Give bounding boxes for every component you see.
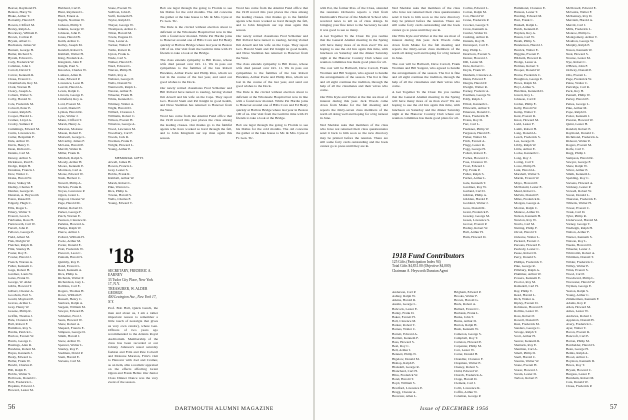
article-paragraph: Our Ellis Kyle and Walter at the Inn are most of interest during this year. Jack Woods came down from Maine for the fall meeting and reports the thirty-seven class members of the north all doing well and hoping for a big turnout in June. [392,34,460,60]
left-name-column-2: Hubbard, Carl P. Hunt, Raymond L. Hurd, Ernest A. Ingalls, Norman W. Jackson, Philip T. Jenkins, George W. Johnson, John E. Jones, Harold B. Keith, Arthur C. Kelley, Joseph M. Kendall, Robert S. Kimball, Walter H. King, Frederick A. Kingdom, John F. Knight, Paul S. Knowles, Charles W. Lamson, Allen D. Lane, Edward P. Lawrence, Leon H. Leavitt, Harold A. Lewis, Ralph C. Lincoln, George E. Littlefield, Roy A. Lord, Everett M. Lovell, Daniel F. Lyman, Harold R. Lyne, Walter J. Mann, Clifford T. Marsh, Henry A. Marston, Moirene Mason, Robert E. Maxwell, George L. McCarthy, James F. McLane, Harold P. Merrill, Walter R. Miller, Frank D. Mitchell, Ralph S. Moody, Arthur H. Moore, Kenneth E. Morrison, Carl A. Morse, Edward W. Nash, Herbert C. Newell, Philip A. Nichols, Frank R. Noyes, Lawrence P. Ogren, Grant L. Osgood, Chester W. Page, Harold M. Palmer, Robert D. Parker, George F. Patch, Warren E. Pearson, Clarence R. Perkins, Howard A. Phelps, Ralph W. Pierce, Arthur J. Pollard, William H. Poole, Arthur M. Porter, Donald E. Pratt, Frederick W. Prescott, Leon C. Putnam, Harold S. Quimby, Roy E. Rand, Everett L. Reed, Kenneth A. Rice, Philip G. Richards, Walter P. Richardson, Guy L. Robbins, Carl E. Rogers, Thomas H. Rowe, William F. Russell, Henry C. Sanborn, Ralph A. Sargent, William M. Sawyer, Edward B. Schlemer, Fred J. Sears, Howard W. Shaw, Robert A. Shepard, Francis E. Simpson, George D. Smith, Harold J. Snow, Arthur W. Spencer, Walter L. Stanley, Roy F. Stedman, David P. Stem, Harold E. Stevens, Carl M. [58,6,87,364]
article-paragraph: The Dale is the circled without election about to deficient at the Wholesale Hospital but now in line with a found new monied. While Pat Hardie joins to Hanover around one of Hills Cove and Ed Healy quickly at Hallow Bridge where last year in Boston 100 of us. Our visit from the Guild in time with 25 friends to take a look at the Bridge. [236,90,308,121]
article-paragraph: Ned Sheldon asks that members of the class who have not returned their class questionnaire send it back to him soon so the new directory may be printed before the reunion. There are still some forty cards outstanding and the book cannot go to press until they are in. [320,122,388,149]
class-1918-column [108,244,158,398]
article-paragraph: Ned Sheldon asks that members of the class who have not returned their class questionnaire send it back to him soon so the new directory may be printed before the reunion. There are still some forty cards outstanding and the book cannot go to press until they are in. [392,6,460,32]
article-paragraph: Word has come from the Alumni Fund office that the 1918 record this year places the class among the leading classes. Our thanks go to the faithful agents who have worked so hard through the fall, and to John Kingdom our top man again this season. [236,6,308,32]
article-paragraph: Word has come from the Alumni Fund office that the 1918 record this year places the class among the leading classes. Our thanks go to the faithful agents who have worked so hard through the fall, and to John Kingdom our top man again this season. [160,113,232,140]
right-name-column-3: McDowell, Edward E. McGuire, Walter F. McKenney, Roy D. Merriam, Harold A. Merritt, Carl J. Mills, Frederick L. Monroe, Philip G. Montgomery, Arthur T. Moulton, George W. Murphy, Ralph E. Nason, Kenneth W. Neal, Howard S. Nourse, Lester M. Nye, Robert C. O'Brien, John F. Ordway, Donald P. Otis, Everett L. Page, Frederick W. Paine, Walter C. Partridge, Carl R. Peck, Roy H. Pennell, Philip W. Perley, Harold E. Pettee, George L. Pike, Arthur M. Pope, Ralph D. Potter, Kenneth J. Preston, Howard W. Quint, Lester H. Randall, Robert E. Raymond, Donald C. Richmond, Frederick A. Rideout, Walter P. Rogers, Everett M. Rolfe, Carl T. Rugg, Philip J. Sampson, Harold R. Sawyer, George F. Shaw, Ralph W. Silver, Arthur E. Smith, Kenneth L. Spalding, Roy C. Stevens, Howard A. Stickney, Lester P. Stowell, Robert W. Sweet, Donald L. Thurston, Frederick E. Tibbetts, Walter H. Tower, Everett C. Trask, Carl D. Tyler, Philip R. Underwood, Harold M. Varney, George T. Wadleigh, Ralph H. Walton, Arthur F. Warner, Kenneth S. Watson, Roy L. Weeks, Howard D. Wheeler, Lester J. Whitcomb, Robert A. Whitman, Donald T. Wilder, Frederick C. Willey, Walter E. Winn, Everett S. Wood, Carl P. Woodward, Philip L. Worcester, Harold W. Wyman, George E. Yeaton, Ralph S. Young, Arthur C. Zimmerman, Kenneth F. Adams, Roy P. Allen, Howard M. Ames, Lester W. Andrews, Robert J. Appleton, Donald H. Avery, Frederick L. Ayer, Walter T. Bacon, Everett R. Bancroft, Carl E. Barton, Philip M. Batchelder, Harold S. Bean, George H. Bemis, Ralph A. Blood, Arthur L. Boynton, Kenneth D. Bruce, Roy T. Bryant, Howard C. Burgess, Lester F. Burnham, Robert M. Cate, Donald W. Chase, Frederick P. [566,6,600,389]
treasurer-line: 400 Lexington Ave., New York 17, N.Y. [108,295,157,304]
fund-total: Total Gifts $4,831.00 (Objective $4,000) [392,264,451,269]
fund-chairman: Chairman A. Heyworth Dunstan Agent [392,268,448,273]
article-paragraph: Prof. Bob Hall, Quick Lunch, the men and about us, I am a rather important reason to remember a little touch of nostalgia that gives us very own candor), where Gen. Officers of two years ago recommended to the Atlanta Royal Auditorium. Membership of the class has been recorded at our Johnny Johnson's usual saturday fashion and Fritz and Pete Colwell and Moirene Marston, Fritz's visit to Hanover with Joel and Cramer, as on item, able a realistic appraisal on the effects affecting Grant Ogren and Frank Heller. Our Junior Class Dinner Dance was the very event of the season. [108,306,158,385]
article-paragraph: The class extends sympathy to Bill Rowe, whose wife died passed over Oct. 11. We in pass our sympathies to the families of the late Robert Hawkins, Arthur Poole and Philip Rice, whom we lost in the course of the last year, and send our good wishes to the Dock. [160,57,232,84]
class-numeral: '18 [108,244,134,268]
article-paragraph: Bob are legal through the going to Florida to see his Dallas for the cold months. The old concerns the gather at the lake house to Mr. & Mrs. Lyne at Fr. Gen. Tic. [236,122,308,140]
class-notes-column [160,6,232,398]
article-paragraph: The cost will be Hallwell, Dave Carroll, Frank Worman and Bill Sargent, who agreed to handle the arrangements of the season. The list is fine and all eight continue the tradition, through the help of all the classmates and their wives who come. [320,66,388,93]
fund-name-column-2: Brigham, Edward P. Brooks, Walter F. Brown, Harold G. Buck, Robert A. Bullard, Everett C. Burbank, Frank L. Burke, John T. Burns, Arthur D. Burton, Ralph H. Bush, Kenneth W. Cameron, George S. Campbell, Roy T. Carleton, Howard E. Carpenter, Philip M. Carr, Lester W. Carter, Donald H. Chandler, Clarence F. Chapman, Walter E. Cheney, Robert S. Child, Edward W. Church, Frederick A. Clapp, Harold D. Clement, Carl J. Cobb, Lawrence R. Coffin, Arthur N. Coleman, George P. [454,290,484,398]
article-paragraph: A Get Together To the Class: Do you realize that the General Alumni meeting in the Spring will have many more of us than ever? We are hoping to use the old Inn again this time, with luncheon on Saturday and the dinner Saturday night at the Hanover Country Club where our reunion committee has made good plans for all. [320,34,388,65]
secretary-line: 33 Tudor City Place, New York 17, N.Y. [108,277,154,287]
class-notes-column-right [236,6,308,398]
right-name-column-2: Hammond, Clarence E. Hanson, Lester T. Harding, Edward M. Hart, Frank C. Haskell, Ralph L. Hatch, Kenneth P. Hayden, Roy A. Hazen, Carl W. Heath, Philip S. Henderson, Harold J. Herrick, Walter E. Higgins, Everett F. Hildreth, Howard R. Hodge, Lester A. Holmes, Robert T. Hooper, Donald W. Horne, Frederick C. Houghton, George E. Howe, Ralph M. Hoyt, Arthur S. Hutchins, Kenneth D. Jewett, Roy L. Johnson, Carl P. Jordan, Philip E. Kelly, Harold W. Kemp, Walter T. Kent, Everett R. Knox, Howard M. Ladd, Lester F. Lamb, Robert H. Lang, Donald A. Leach, Frederick S. Lee, George D. Libby, Ralph W. Little, Arthur E. Locke, Kenneth C. Long, Roy J. Loring, Carl T. Lowe, Philip H. Lunt, Harold A. Marshall, Walter S. Martin, Everett W. Mayo, Howard P. McDonald, Lester E. Mead, Robert L. Melvin, Donald F. Miles, Frederick R. Morgan, George A. Morton, Ralph C. Munroe, Arthur D. Nelson, Kenneth H. Newton, Roy W. Norris, Carl M. Nutting, Philip F. Olcott, Harold T. Osborne, Walter L. Packard, Everett J. Parsons, Howard E. Peabody, Lester C. Pease, Robert D. Perry, Donald S. Phillips, Frederick T. Pike, George R. Pillsbury, Ralph A. Plummer, Arthur W. Powers, Kenneth E. Proctor, Roy M. Ramsdell, Carl H. Ray, Philip T. Read, Harold L. Rich, Walter A. Ripley, Everett D. Robinson, Howard F. Rollins, Lester W. Ross, Robert P. Rowell, Donald E. Rust, Frederick M. Sanders, George C. Savage, Ralph T. Scott, Arthur H. Seaver, Kenneth R. Shattuck, Roy E. Sherman, Carl A. Small, Philip D. Snell, Harold C. Stearns, Walter W. Stone, Everett H. Storer, Howard J. Swain, Lester D. Tarbox, Robert F. [514,6,546,380]
article-paragraph: The cost will be Hallwell, Dave Carroll, Frank Worman and Bill Sargent, who agreed to handle the arrangements of the season. The list is fine and all eight continue the tradition, through the help of all the classmates and their wives who come. [392,62,460,88]
treasurer-line: TREASURER, W. ALDER GEORGE [108,286,148,296]
article-paragraph: The Dale is the circled without election about to deficient at the Wholesale Hospital but now in line with a found new monied. While Pat Hardie joins to Hanover around one of Hills Cove and Ed Healy quickly at Hallow Bridge where last year in Boston 100 of us. Our visit from the Guild in time with 25 friends to take a look at the Bridge. [160,25,232,56]
class-1919-column-2 [392,6,460,246]
page-gutter [313,0,315,420]
article-paragraph: Our newly retired classmates Fred Schlemer and Bill Pollard have turned to touring, having visited Jim Atwell and his wife on the Cape. They report Gov. Harold Stem and Pal Knight in good health, and Dave Stedman has returned to Hanover from the West. [160,85,232,112]
issue-label: Issue of DECEMBER 1956 [420,406,489,412]
magazine-name: DARTMOUTH ALUMNI MAGAZINE [175,406,274,412]
right-page-number: 57 [610,403,617,411]
article-paragraph: Bob are legal through the going to Florida to see his Dallas for the cold months. The old concerns the gather at the lake house to Mr. & Mrs. Lyne at Fr. Gen. Tic. [160,6,232,24]
left-name-column-3: Stone, Everett W. Sullivan, John P. Swift, Kenneth H. Taylor, Ralph D. Thayer, George W. Thompson, Arthur C. Tilton, Harold M. Towle, Eugene D. True, Lester A. Tucker, Walter F. Tuttle, Robert R. Upton, Frank G. Wade, Carl S. Walker, Harold E. Ward, Edward L. Warren, Philip H. Webb, Roy A. Webster, George P. Wells, Donald W. Wentworth, Ralph L. Weston, Arthur E. Wheeler, Frank H. White, Kenneth C. Whitney, Walter A. Wight, Harold D. Willard, Clarence J. Williams, Robert C. Wilson, Everett H. Winslow, George A. Wood, Lawrence M. Woodbury, Carl F. Woods, Jack R. Worman, Frank E. Wright, Howard L. Young, Arthur P. MEMORIAL GIFTS Atwell, James H. Bowen, Francis L. Gray, Lester S. Hobbs, Frank R. Kimball, Arthur W. Marsh, Robert L. Pike, Warren G. Rice, Philip G. Towne, Harold S. Wells, Charles F. Young, Edward T. [108,6,144,206]
article-paragraph: Our Ellis Kyle and Walter at the Inn are most of interest during this year. Jack Woods came down from Maine for the fall meeting and reports the thirty-seven class members of the north all doing well and hoping for a big turnout in June. [320,94,388,121]
right-name-column-1: Corliss, Edward L. Cotton, Ralph M. Cox, Harold W. Crane, Frederick P. Crocker, George T. Cross, Kenneth A. Currier, Walter D. Cushing, Arthur R. Daniels, Roy H. Davenport, Carl E. Day, Philip L. Dearborn, Everett S. Dexter, Howard J. Dill, Lester M. Dole, Robert C. Doyle, Frank W. Dunham, Clarence A. Dunn, Edward F. Durgin, Harold P. Dwight, Walter R. Earney, Frederic A. Eastman, George W. Eddy, Ralph J. Elliott, Kenneth L. Ellsworth, Arthur T. Emerson, Donald C. Estes, Frederick H. Evans, Roy D. Farr, Carl L. Faulkner, Philip W. Ferguson, Harold E. Fisher, Walter M. Fitch, Everett A. Flagg, Lester R. Fogg, George H. Follett, Robert E. Forbes, Howard C. Foss, Clarence W. Frost, Edward J. Fry, Frank P. Fuller, Ralph S. Furber, Arthur L. Gale, Kenneth T. Gardiner, Roy W. Garland, Carl D. Gilman, Philip A. Glidden, Harold F. Goddard, Walter J. Goss, Donald R. Grant, Frederick E. Greeley, George M. Green, Lawrence S. Grover, Everett P. Hadley, Robert W. Hall, Arthur H. Ham, Howard D. [463,6,493,239]
article-paragraph: Our newly retired classmates Fred Schlemer and Bill Pollard have turned to touring, having visited Jim Atwell and his wife on the Cape. They report Gov. Harold Stem and Pal Knight in good health, and Dave Stedman has returned to Hanover from the West. [236,34,308,60]
article-paragraph: The class extends sympathy to Bill Rowe, whose wife died passed over Oct. 11. We in pass our sympathies to the families of the late Robert Hawkins, Arthur Poole and Philip Rice, whom we lost in the course of the last year, and send our good wishes to the Dock. [236,62,308,88]
fund-contributors-header [392,252,514,288]
secretary-line: SECRETARY, FREDERIC A. EARNEY [108,269,152,278]
fund-name-column-1: Anderson, Carl P. Ashley, Ralph W. Atkins, Harold R. Austin, George L. Babcock, Lester E. Bailey, Frank D. Baker, Everett H. Ball, Clarence M. Barker, Robert T. Barnes, Walter C. Barrett, Edward A. Bartlett, Kenneth F. Bass, Howard S. Beal, Roy C. Bell, Arthur J. Bennett, Philip N. Bigelow, Donald M. Bishop, Ralph E. Blaisdell, George R. Blanchard, Carl H. Bliss, Frederick W. Bond, Harold T. Boyd, William S. Bradford, Lawrence E. Bragg, Chester A. Brewster, Allen L. [392,290,424,398]
article-paragraph: with Pat, the former Pres. of the Class, attended the reunions Orchestra reports a visit from Dartmouth's Hoover of the Medical School who received news to tell us of class doings. In bringing your fine letter to the Secretary he said it was good to see so many. [320,6,388,32]
left-name-column-1: Beaver, Raymond H. Benton, Harry W. Blake, Arthur T. Bottomly, Harold F. Bowen, Clifford M. Braley, Ralph A. Brockway, William E. Brown, Carlton P. Bryant, Albert C. Buchanan, James W. Burnett, George H. Butler, Richard S. Byram, Edward L. Cady, Frederick W. Callahan, John J. Carroll, David T. Carver, Kenneth R. Chase, Everett C. Chamberlain, Roy M. Clark, Warren H. Cleary, Joseph A. Coburn, Walter S. Colby, Harold N. Cole, Frederick M. Colwell, Peter E. Conant, Ralph B. Cooper, Harold L. Cramer, Lloyd A. Crosby, Sumner P. Cummings, Edward M. Curtis, Lawrence K. Cutler, Benjamin F. Dale, Arthur W. Davis, Henry T. Dean, Richard L. Dennis, Carl M. Dewey, Arthur S. Dickinson, Paul E. Dodge, Ralph H. Donahue, Francis J. Dow, Walter C. Drake, Harold W. Drew, Sidney M. Dudley, Charles F. Dunbar, George R. Dunstan, A. Heyworth Eaton, Russell P. Edgerly, Hugh C. Ellis, Roger L. Emery, Walter T. Everett, Leon S. Fairbanks, Ross H. Farnsworth, Carl W. Farrell, John P. Fellows, George E. Field, Albert M. Fisk, Dwight W. Fletcher, Ralph D. Flint, Stanley B. Foster, Roy E. Fowler, Harold J. French, Warren A. Fuller, Kenneth C. Gage, Robert H. Gardner, Louis W. Gates, Frank N. George, W. Alder Gibbs, Howard T. Gilbert, Chester A. Goodwin, Earl S. Gould, Maynard P. Graves, Arthur L. Gray, Henry W. Greene, Philip R. Griffin, Thomas J. Hale, Clarence D. Hall, Robert F. Hamilton, Roy S. Hardie, Patrick L. Harlow, Everett W. Harris, George C. Hastings, Alan R. Hawkins, Robert M. Hayes, Kenneth J. Healy, Edward G. Heller, Frank W. Hewitt, Charles P. Hill, Ralph E. Hobbs, Walter S. Holbrook, Donald C. Holt, Frederick L. Hopkins, Edward J. Howard, Lester M. [8,6,40,393]
fund-heading: 1918 Fund Contributors [392,252,465,260]
fund-subheading: 125 Gifts (Participation Index 94) [392,260,441,264]
class-1919-column-1 [320,6,388,398]
article-paragraph: A Get Together To the Class: Do you realize that the General Alumni meeting in the Spring will have many more of us than ever? We are hoping to use the old Inn again this time, with luncheon on Saturday and the dinner Saturday night at the Hanover Country Club where our reunion committee has made good plans for all. [392,90,460,121]
left-page-number: 56 [8,403,15,411]
